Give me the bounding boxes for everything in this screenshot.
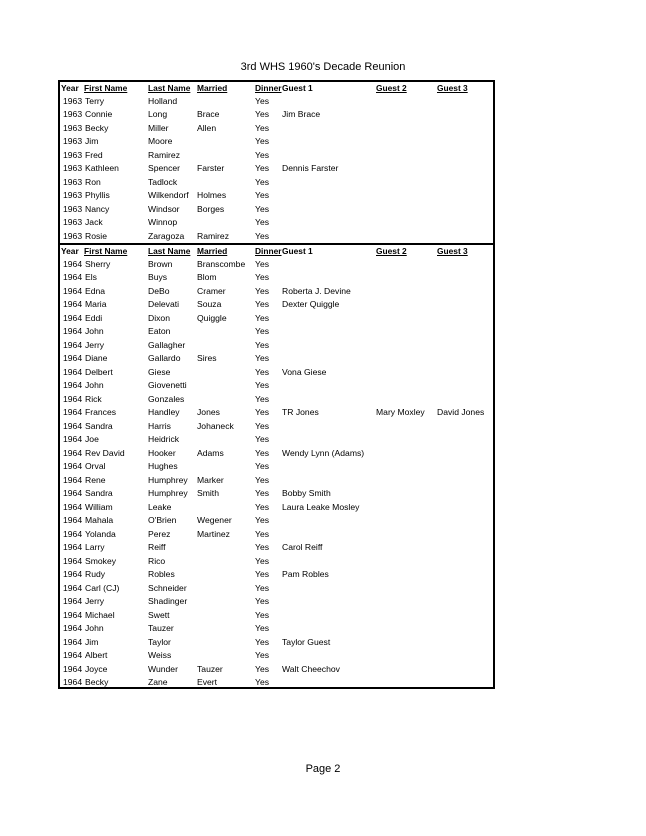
cell-dinner: Yes (255, 488, 270, 498)
cell-year: 1964 (63, 366, 83, 377)
cell-last: Hughes (148, 461, 178, 471)
cell-last: Dixon (148, 312, 170, 323)
cell-guest1: Taylor Guest (282, 636, 331, 647)
header-guest2: Guest 2 (376, 83, 407, 93)
cell-dinner: Yes (255, 515, 270, 525)
table-row (60, 514, 493, 528)
table-row (60, 663, 493, 677)
cell-last: Reiff (148, 542, 166, 552)
cell-year: 1964 (63, 609, 83, 620)
cell-married: Holmes (197, 190, 227, 200)
cell-first: Frances (85, 407, 117, 417)
cell-last: Ramirez (148, 149, 180, 160)
cell-first: Connie (85, 109, 113, 119)
column-header-row (60, 82, 493, 96)
cell-year: 1964 (63, 420, 83, 431)
cell-dinner: Yes (255, 95, 270, 106)
cell-last: Tauzer (148, 623, 174, 633)
header-last: Last Name (148, 83, 191, 93)
cell-married: Johaneck (197, 420, 234, 431)
cell-dinner: Yes (255, 285, 270, 296)
cell-married: Wegener (197, 515, 232, 525)
table-row (60, 487, 493, 501)
cell-year: 1964 (63, 488, 83, 498)
table-row (60, 393, 493, 407)
cell-guest1: Dexter Quiggle (282, 299, 340, 309)
table-row (60, 676, 493, 690)
table-row (60, 95, 493, 109)
cell-last: Long (148, 109, 168, 119)
cell-dinner: Yes (255, 636, 270, 647)
cell-last: Winnop (148, 217, 178, 227)
cell-dinner: Yes (255, 650, 270, 660)
cell-year: 1963 (63, 95, 83, 106)
cell-guest1: Vona Giese (282, 366, 327, 377)
cell-last: Gallagher (148, 339, 186, 350)
cell-dinner: Yes (255, 230, 270, 241)
cell-dinner: Yes (255, 474, 270, 485)
cell-married: Quiggle (197, 312, 227, 323)
cell-married: Cramer (197, 285, 226, 296)
cell-last: Brown (148, 258, 173, 269)
header-year: Year (61, 246, 79, 256)
header-year: Year (61, 83, 79, 93)
cell-year: 1964 (63, 299, 83, 309)
cell-married: Blom (197, 272, 217, 282)
header-first: First Name (84, 246, 128, 256)
cell-dinner: Yes (255, 542, 270, 552)
cell-married: Marker (197, 474, 224, 485)
cell-first: Kathleen (85, 163, 119, 173)
cell-last: Rico (148, 555, 166, 566)
cell-last: Giovenetti (148, 380, 187, 390)
cell-year: 1964 (63, 569, 83, 579)
cell-last: Heidrick (148, 434, 180, 444)
cell-dinner: Yes (255, 272, 270, 282)
cell-first: John (85, 623, 104, 633)
table-row (60, 271, 493, 285)
cell-year: 1964 (63, 312, 83, 323)
cell-first: Joe (85, 434, 99, 444)
table-row (60, 285, 493, 299)
table-row (60, 162, 493, 176)
cell-dinner: Yes (255, 163, 270, 173)
cell-last: Taylor (148, 636, 171, 647)
cell-first: Becky (85, 677, 109, 687)
cell-year: 1964 (63, 542, 83, 552)
page-number: Page 2 (305, 763, 341, 775)
cell-year: 1964 (63, 461, 83, 471)
cell-dinner: Yes (255, 136, 270, 146)
cell-married: Borges (197, 203, 225, 214)
table-row (60, 189, 493, 203)
cell-first: Phyllis (85, 190, 110, 200)
header-dinner: Dinner (255, 83, 282, 93)
cell-married: Branscombe (197, 258, 246, 269)
cell-dinner: Yes (255, 434, 270, 444)
table-row (60, 122, 493, 136)
header-married: Married (197, 246, 228, 256)
cell-first: Jack (85, 217, 103, 227)
cell-last: Zaragoza (148, 230, 185, 241)
cell-guest1: Wendy Lynn (Adams) (282, 447, 365, 458)
cell-first: Jim (85, 136, 99, 146)
table-row (60, 339, 493, 353)
cell-last: Swett (148, 609, 170, 620)
table-row (60, 636, 493, 650)
cell-last: Perez (148, 528, 171, 539)
table-row (60, 108, 493, 122)
cell-year: 1963 (63, 217, 83, 227)
cell-married: Adams (197, 447, 224, 458)
cell-first: Rick (85, 393, 102, 404)
cell-guest1: Roberta J. Devine (282, 285, 351, 296)
table-row (60, 203, 493, 217)
cell-last: Robles (148, 569, 175, 579)
cell-first: Smokey (85, 555, 117, 566)
cell-last: Windsor (148, 203, 180, 214)
cell-dinner: Yes (255, 190, 270, 200)
table-row (60, 541, 493, 555)
table-row (60, 298, 493, 312)
header-guest3: Guest 3 (437, 246, 468, 256)
cell-year: 1964 (63, 528, 83, 539)
cell-married: Souza (197, 299, 222, 309)
cell-guest1: Dennis Farster (282, 163, 339, 173)
cell-first: Terry (85, 95, 105, 106)
cell-dinner: Yes (255, 366, 270, 377)
cell-dinner: Yes (255, 149, 270, 160)
cell-dinner: Yes (255, 312, 270, 323)
cell-first: Joyce (85, 663, 108, 674)
cell-married: Sires (197, 353, 217, 363)
cell-first: Edna (85, 285, 106, 296)
cell-guest1: Bobby Smith (282, 488, 331, 498)
cell-first: Diane (85, 353, 108, 363)
cell-last: Humphrey (148, 488, 188, 498)
cell-last: Miller (148, 122, 169, 133)
cell-last: DeBo (148, 285, 170, 296)
cell-dinner: Yes (255, 596, 270, 606)
cell-guest1: Laura Leake Mosley (282, 501, 360, 512)
cell-married: Smith (197, 488, 219, 498)
header-guest1: Guest 1 (282, 83, 313, 93)
cell-year: 1964 (63, 650, 83, 660)
table-row (60, 433, 493, 447)
table-row (60, 622, 493, 636)
table-row (60, 474, 493, 488)
header-dinner: Dinner (255, 246, 282, 256)
cell-year: 1964 (63, 555, 83, 566)
table-row (60, 325, 493, 339)
cell-dinner: Yes (255, 258, 270, 269)
cell-dinner: Yes (255, 339, 270, 350)
cell-guest1: Carol Reiff (282, 542, 323, 552)
table-row (60, 595, 493, 609)
table-row (60, 501, 493, 515)
cell-married: Farster (197, 163, 225, 173)
cell-dinner: Yes (255, 217, 270, 227)
cell-first: Rev David (85, 447, 125, 458)
document-title: 3rd WHS 1960's Decade Reunion (240, 61, 406, 73)
cell-married: Ramirez (197, 230, 229, 241)
cell-year: 1964 (63, 515, 83, 525)
cell-last: Wilkendorf (148, 190, 189, 200)
cell-last: Weiss (148, 650, 172, 660)
table-row (60, 568, 493, 582)
cell-first: Orval (85, 461, 106, 471)
table-row (60, 149, 493, 163)
cell-dinner: Yes (255, 501, 270, 512)
reunion-table (58, 80, 495, 689)
cell-last: Shadinger (148, 596, 188, 606)
cell-year: 1964 (63, 326, 83, 336)
cell-first: Yolanda (85, 528, 116, 539)
table-row (60, 447, 493, 461)
cell-first: Jerry (85, 339, 105, 350)
cell-first: Becky (85, 122, 109, 133)
cell-first: Rene (85, 474, 106, 485)
cell-year: 1963 (63, 122, 83, 133)
cell-year: 1963 (63, 190, 83, 200)
header-first: First Name (84, 83, 128, 93)
cell-year: 1964 (63, 677, 83, 687)
cell-last: Zane (148, 677, 168, 687)
cell-last: O'Brien (148, 515, 177, 525)
cell-dinner: Yes (255, 407, 270, 417)
cell-dinner: Yes (255, 461, 270, 471)
cell-dinner: Yes (255, 393, 270, 404)
header-guest2: Guest 2 (376, 246, 407, 256)
cell-last: Humphrey (148, 474, 188, 485)
table-row (60, 135, 493, 149)
cell-last: Giese (148, 366, 171, 377)
cell-year: 1964 (63, 353, 83, 363)
cell-year: 1963 (63, 149, 83, 160)
cell-year: 1963 (63, 176, 83, 187)
cell-year: 1964 (63, 272, 83, 282)
cell-married: Evert (197, 677, 218, 687)
cell-dinner: Yes (255, 380, 270, 390)
cell-first: Ron (85, 176, 101, 187)
cell-dinner: Yes (255, 582, 270, 593)
cell-last: Handley (148, 407, 180, 417)
cell-last: Buys (148, 272, 168, 282)
table-row (60, 460, 493, 474)
table-row (60, 176, 493, 190)
cell-dinner: Yes (255, 623, 270, 633)
cell-first: Jim (85, 636, 99, 647)
cell-dinner: Yes (255, 353, 270, 363)
cell-first: Mahala (85, 515, 114, 525)
cell-dinner: Yes (255, 176, 270, 187)
cell-first: Delbert (85, 366, 113, 377)
cell-guest2: Mary Moxley (376, 407, 425, 417)
table-row (60, 420, 493, 434)
table-row (60, 379, 493, 393)
cell-married: Allen (197, 122, 217, 133)
cell-dinner: Yes (255, 677, 270, 687)
cell-first: Els (85, 272, 97, 282)
column-header-row (60, 245, 493, 259)
cell-year: 1964 (63, 663, 83, 674)
cell-dinner: Yes (255, 609, 270, 620)
table-row (60, 582, 493, 596)
cell-year: 1964 (63, 596, 83, 606)
cell-last: Wunder (148, 663, 178, 674)
cell-year: 1964 (63, 501, 83, 512)
cell-first: William (85, 501, 113, 512)
cell-first: John (85, 380, 104, 390)
table-row (60, 406, 493, 420)
cell-first: Michael (85, 609, 115, 620)
cell-first: Sherry (85, 258, 111, 269)
cell-year: 1963 (63, 109, 83, 119)
table-row (60, 216, 493, 230)
cell-year: 1963 (63, 203, 83, 214)
header-last: Last Name (148, 246, 191, 256)
cell-guest3: David Jones (437, 407, 485, 417)
cell-last: Holland (148, 95, 178, 106)
cell-first: Eddi (85, 312, 103, 323)
cell-year: 1964 (63, 380, 83, 390)
cell-year: 1964 (63, 582, 83, 593)
cell-dinner: Yes (255, 555, 270, 566)
cell-first: Albert (85, 650, 108, 660)
cell-dinner: Yes (255, 447, 270, 458)
cell-year: 1963 (63, 136, 83, 146)
cell-married: Jones (197, 407, 220, 417)
cell-first: Carl (CJ) (85, 582, 120, 593)
cell-last: Gallardo (148, 353, 181, 363)
cell-year: 1964 (63, 339, 83, 350)
cell-year: 1964 (63, 258, 83, 269)
cell-first: Larry (85, 542, 105, 552)
cell-first: Maria (85, 299, 107, 309)
table-row (60, 352, 493, 366)
cell-last: Delevati (148, 299, 180, 309)
cell-guest1: Jim Brace (282, 109, 321, 119)
cell-dinner: Yes (255, 203, 270, 214)
cell-year: 1964 (63, 434, 83, 444)
cell-year: 1963 (63, 230, 83, 241)
cell-last: Leake (148, 501, 172, 512)
cell-year: 1963 (63, 163, 83, 173)
cell-first: John (85, 326, 104, 336)
cell-first: Sandra (85, 488, 113, 498)
cell-dinner: Yes (255, 109, 270, 119)
cell-first: Fred (85, 149, 103, 160)
cell-first: Nancy (85, 203, 110, 214)
cell-last: Moore (148, 136, 173, 146)
table-row (60, 555, 493, 569)
cell-year: 1964 (63, 285, 83, 296)
cell-last: Schneider (148, 582, 187, 593)
table-row (60, 258, 493, 272)
header-married: Married (197, 83, 228, 93)
cell-dinner: Yes (255, 326, 270, 336)
cell-dinner: Yes (255, 569, 270, 579)
cell-year: 1964 (63, 393, 83, 404)
cell-married: Brace (197, 109, 220, 119)
cell-guest1: Walt Cheechov (282, 663, 340, 674)
table-row (60, 528, 493, 542)
cell-last: Harris (148, 420, 171, 431)
cell-last: Eaton (148, 326, 171, 336)
table-row (60, 649, 493, 663)
table-row (60, 312, 493, 326)
header-guest3: Guest 3 (437, 83, 468, 93)
cell-first: Sandra (85, 420, 113, 431)
cell-year: 1964 (63, 447, 83, 458)
cell-last: Gonzales (148, 393, 185, 404)
cell-married: Martinez (197, 528, 230, 539)
table-row (60, 230, 493, 244)
table-row (60, 366, 493, 380)
cell-guest1: Pam Robles (282, 569, 329, 579)
cell-first: Rosie (85, 230, 107, 241)
cell-dinner: Yes (255, 122, 270, 133)
cell-dinner: Yes (255, 663, 270, 674)
cell-married: Tauzer (197, 663, 223, 674)
cell-last: Hooker (148, 447, 176, 458)
cell-last: Spencer (148, 163, 181, 173)
cell-dinner: Yes (255, 299, 270, 309)
header-guest1: Guest 1 (282, 246, 313, 256)
cell-guest1: TR Jones (282, 407, 319, 417)
cell-dinner: Yes (255, 420, 270, 431)
cell-year: 1964 (63, 474, 83, 485)
cell-first: Jerry (85, 596, 105, 606)
cell-year: 1964 (63, 636, 83, 647)
table-row (60, 609, 493, 623)
cell-year: 1964 (63, 407, 83, 417)
cell-year: 1964 (63, 623, 83, 633)
cell-dinner: Yes (255, 528, 270, 539)
cell-last: Tadlock (148, 176, 178, 187)
cell-first: Rudy (85, 569, 106, 579)
